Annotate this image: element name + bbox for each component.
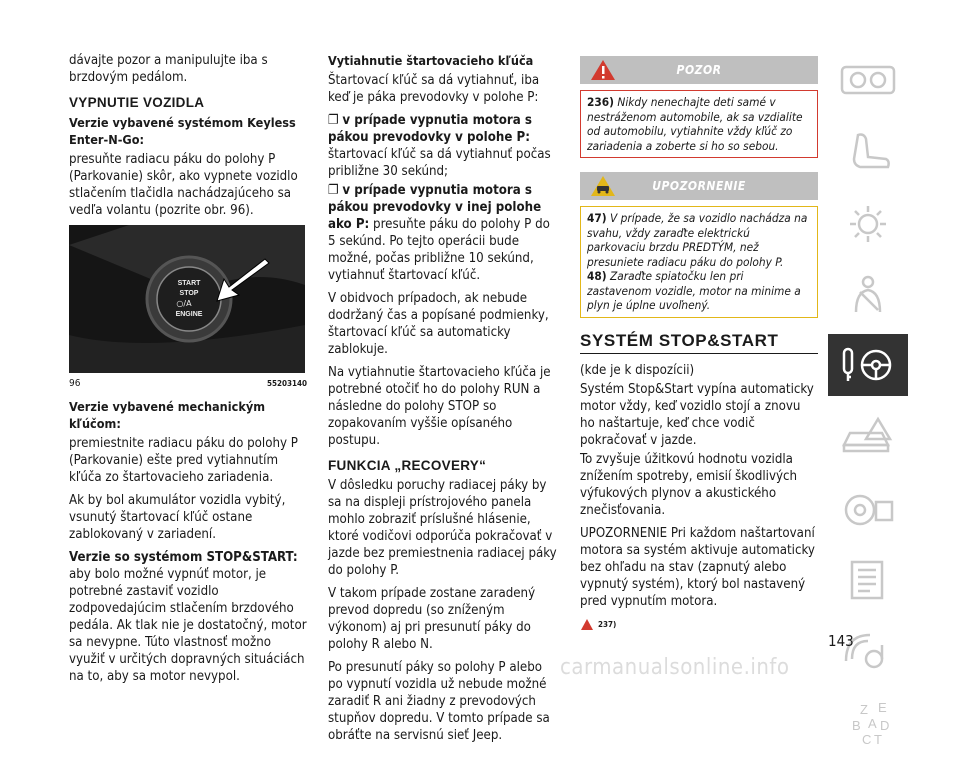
- reference-237-label: 237): [598, 619, 617, 629]
- bullet-lead: v prípade vypnutia motora s pákou prevodovky v polohe P:: [328, 113, 532, 145]
- bullet-item: [328, 182, 560, 284]
- index-letter: D: [880, 717, 890, 733]
- intro-paragraph: dávajte pozor a manipulujte iba s brzdovým pedálom.: [69, 53, 268, 85]
- paragraph-both-cases: V obidvoch prípadoch, ak nebude dodržaný čas a popísané podmienky, štartovací kľúč sa automaticky zablokuje.: [328, 291, 549, 357]
- subheading-mechanical-key: Verzie vybavené mechanickým kľúčom:: [69, 399, 266, 431]
- bullet-lead: v prípade vypnutia motora s pákou prevodovky v inej polohe ako P:: [328, 183, 542, 232]
- section-heading-vypnutie: VYPNUTIE VOZIDLA: [69, 95, 205, 110]
- tab-multimedia[interactable]: [828, 620, 908, 682]
- index-letter: B: [852, 717, 861, 733]
- paragraph-key-removal: Štartovací kľúč sa dá vytiahnuť, iba keď je páka prevodovky v polohe P:: [328, 73, 540, 105]
- tab-seats[interactable]: [828, 120, 908, 182]
- dashboard-icon: [838, 59, 898, 99]
- checkbox-bullet-icon: ❐: [328, 113, 343, 128]
- index-letter: Z: [860, 701, 868, 717]
- pozor-number: 236): [587, 95, 615, 109]
- figure-code: 55203140: [266, 379, 307, 388]
- fig-btn-engine-label: ENGINE: [175, 311, 203, 318]
- start-button-illustration: [69, 225, 305, 373]
- stopstart-text: aby bolo možné vypnúť motor, je potrebné zastaviť vozidlo zodpovedajúcim stlačením brzdového pedála. Ak tlak nie je dostatočný, motor sa nevypne. Túto vlastnosť možno využiť v určitých dopravných situáciách na to, aby sa motor nevypol.: [69, 567, 307, 684]
- fig-btn-start-label: START: [177, 280, 201, 287]
- tab-starting-driving[interactable]: [828, 334, 908, 396]
- paragraph-recovery-2: V takom prípade zostane zaradený prevod dopredu (so zníženým výkonom) aj pri presunutí páky do polohy R alebo N.: [328, 586, 536, 652]
- subheading-keyless: Verzie vybavené systémom Keyless Enter-N-Go:: [69, 115, 296, 147]
- column-left: [69, 52, 307, 691]
- upozornenie-header: [580, 172, 818, 200]
- paragraph-mechanical-key: premiestnite radiacu páku do polohy P (Parkovanie) ešte pred vytiahnutím kľúča zo štartovacieho zariadenia.: [69, 436, 298, 485]
- index-letter: E: [878, 699, 887, 715]
- note-47-number: 47): [587, 211, 607, 225]
- tab-warnings[interactable]: [828, 406, 908, 468]
- car-seat-icon: [838, 129, 898, 173]
- fig-btn-stop-label: STOP: [179, 290, 199, 297]
- paragraph-stopstart-versions: [69, 549, 307, 685]
- paragraph-availability: (kde je k dispozícii): [580, 362, 695, 378]
- column-middle: [328, 52, 560, 750]
- note-48: [587, 269, 811, 313]
- index-letter: T: [874, 731, 882, 747]
- checkbox-bullet-icon: ❐: [328, 183, 343, 198]
- key-steering-icon: [838, 343, 898, 387]
- upozornenie-box: [580, 206, 818, 318]
- bullet-text: štartovací kľúč sa dá vytiahnuť počas približne 30 sekúnd;: [328, 147, 551, 179]
- index-letters-icon: [838, 698, 898, 748]
- tab-index[interactable]: [828, 692, 908, 754]
- tab-maintenance[interactable]: [828, 549, 908, 611]
- page-number: 143: [828, 632, 854, 650]
- car-warning-icon: [838, 415, 898, 459]
- bullet-item: [328, 112, 560, 180]
- pozor-title: POZOR: [676, 63, 722, 77]
- paragraph-battery: Ak by bol akumulátor vozidla vybitý, vsunutý štartovací kľúč ostane zablokovaný v zariadení.: [69, 493, 286, 542]
- figure-number: 96: [69, 378, 81, 389]
- tab-safety[interactable]: [828, 263, 908, 325]
- warning-triangle-small-icon: [580, 618, 594, 631]
- paragraph-run-stop: Na vytiahnutie štartovacieho kľúča je potrebné otočiť ho do polohy RUN a následne do polohy STOP so zopakovaním vyššie opísaného postupu.: [328, 365, 551, 448]
- index-letter: C: [862, 731, 872, 747]
- paragraph-recovery-3: Po presunutí páky so polohy P alebo po vypnutí vozidla už nebude možné zaradiť R ani žiadny z prevodových stupňov dopredu. V tomto prípade sa obráťte na servisnú sieť Jeep.: [328, 660, 550, 743]
- subheading-key-removal: Vytiahnutie štartovacieho kľúča: [328, 53, 534, 68]
- stopstart-lead: Verzie so systémom STOP&START:: [69, 550, 298, 565]
- seat-belt-icon: [838, 272, 898, 316]
- tab-lights[interactable]: [828, 191, 908, 253]
- tab-dashboard[interactable]: [828, 48, 908, 110]
- upozornenie-title: UPOZORNENIE: [652, 179, 746, 193]
- paragraph-keyless: presuňte radiacu páku do polohy P (Parkovanie) skôr, ako vypnete vozidlo stlačením tlačidla nachádzajúceho sa vedľa volantu (pozrite obr. 96).: [69, 152, 298, 218]
- reference-237: [580, 616, 818, 633]
- note-48-text: Zaraďte spiatočku len pri zastavenom vozidle, motor na minime a plyn je úplne uvoľnený.: [587, 269, 801, 312]
- service-list-icon: [838, 558, 898, 602]
- figure-caption: [69, 375, 307, 392]
- bullet-text: presuňte páku do polohy P do 5 sekúnd. Po tejto operácii bude možné, počas približne 10 sekúnd, vytiahnuť štartovací kľúč.: [328, 217, 550, 283]
- tab-emergency[interactable]: [828, 477, 908, 539]
- tire-toolbox-icon: [838, 486, 898, 530]
- paragraph-recovery-1: V dôsledku poruchy radiacej páky by sa na displeji prístrojového panela mohlo zobraziť príslušné hlásenie, ktoré vodičovi odporúča pokračovať v jazde bez premiestnenia radiacej páky do polohy P.: [328, 478, 557, 578]
- note-48-number: 48): [587, 269, 607, 283]
- pozor-box: [580, 90, 818, 158]
- pozor-text: Nikdy nenechajte deti samé v nestráženom automobile, ak sa vzdialite od automobilu, vytiahnite vždy kľúč zo zariadenia a zoberte si ho so sebou.: [587, 95, 803, 153]
- svg-text:○/A: ○/A: [176, 299, 192, 308]
- section-heading-stopstart: SYSTÉM STOP&START: [580, 332, 818, 354]
- paragraph-benefits: To zvyšuje úžitkovú hodnotu vozidla znížením spotreby, emisií škodlivých výfukových plynov a akustického znečisťovania.: [580, 451, 798, 518]
- note-47: [587, 211, 811, 269]
- column-right: [580, 56, 818, 633]
- index-letter: A: [868, 715, 877, 731]
- note-47-text: V prípade, že sa vozidlo nachádza na svahu, vždy zaraďte elektrickú parkovaciu brzdu PREDTÝM, než presuniete radiacu páku do polohy P.: [587, 211, 808, 269]
- section-heading-recovery: FUNKCIA „RECOVERY“: [328, 458, 487, 473]
- pozor-header: [580, 56, 818, 84]
- lights-icon: [838, 200, 898, 244]
- paragraph-system: Systém Stop&Start vypína automaticky motor vždy, keď vozidlo stojí a znovu ho naštartuje, keď chce vodič pokračovať v jazde.: [580, 381, 814, 448]
- chapter-tabs: [828, 48, 908, 763]
- watermark: carmanualsonline.info: [560, 655, 790, 680]
- paragraph-note: UPOZORNENIE Pri každom naštartovaní motora sa systém aktivuje automaticky bez ohľadu na stav (zapnutý alebo vypnutý systém), ktorý bol nastavený pred vypnutím motora.: [580, 525, 815, 609]
- figure-start-stop-button: [69, 225, 305, 373]
